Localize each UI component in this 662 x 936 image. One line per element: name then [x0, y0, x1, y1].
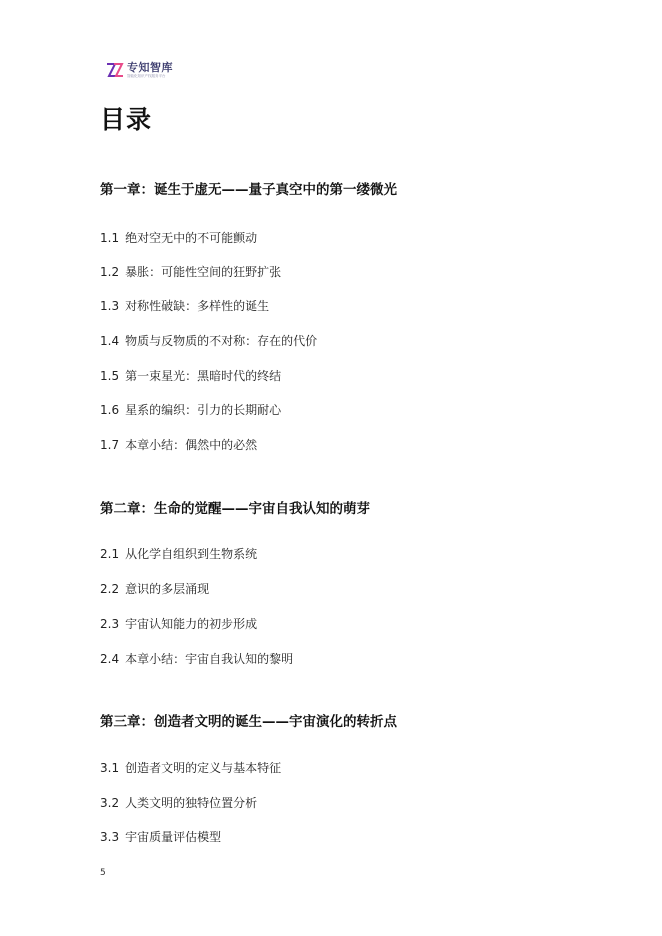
toc-entry-number: 1.6 — [100, 403, 120, 417]
toc-entry-number: 1.4 — [100, 334, 120, 348]
logo-subtitle: 智能化知识产权服务平台 — [127, 73, 166, 78]
toc-entry-text: 意识的多层涌现 — [125, 582, 210, 596]
toc-entry[interactable] — [100, 332, 317, 349]
toc-entry[interactable] — [100, 229, 257, 246]
toc-entry-text: 人类文明的独特位置分析 — [125, 796, 258, 810]
toc-entry-number: 2.2 — [100, 582, 120, 596]
toc-entry-text: 星系的编织：引力的长期耐心 — [125, 403, 282, 417]
toc-entry[interactable] — [100, 401, 281, 418]
toc-entry-number: 2.3 — [100, 617, 120, 631]
chapter-heading[interactable]: 第三章：创造者文明的诞生——宇宙演化的转折点 — [100, 714, 397, 730]
toc-entry-text: 本章小结：偶然中的必然 — [125, 438, 258, 452]
toc-entry-text: 宇宙认知能力的初步形成 — [125, 617, 258, 631]
toc-entry-number: 3.1 — [100, 761, 120, 775]
toc-entry[interactable] — [100, 650, 293, 667]
toc-entry-number: 2.1 — [100, 547, 120, 561]
page-number: 5 — [100, 868, 106, 878]
toc-entry[interactable] — [100, 545, 257, 562]
toc-entry[interactable] — [100, 580, 209, 597]
logo-mark-icon — [106, 62, 124, 78]
toc-entry[interactable] — [100, 297, 269, 314]
logo-name: 专知智库 — [127, 60, 173, 74]
toc-entry[interactable] — [100, 759, 281, 776]
toc-entry-text: 物质与反物质的不对称：存在的代价 — [125, 334, 318, 348]
toc-entry-number: 3.3 — [100, 830, 120, 844]
toc-entry-number: 1.1 — [100, 231, 120, 245]
toc-entry[interactable] — [100, 436, 257, 453]
toc-entry[interactable] — [100, 367, 281, 384]
toc-entry-text: 创造者文明的定义与基本特征 — [125, 761, 282, 775]
toc-entry[interactable] — [100, 794, 257, 811]
toc-entry[interactable] — [100, 615, 257, 632]
toc-entry-text: 从化学自组织到生物系统 — [125, 547, 258, 561]
toc-entry-number: 1.2 — [100, 265, 120, 279]
toc-entry-text: 对称性破缺：多样性的诞生 — [125, 299, 270, 313]
toc-entry-text: 本章小结：宇宙自我认知的黎明 — [125, 652, 294, 666]
toc-entry-text: 宇宙质量评估模型 — [125, 830, 222, 844]
logo — [106, 60, 173, 80]
page-title: 目录 — [100, 105, 153, 134]
toc-entry-number: 3.2 — [100, 796, 120, 810]
toc-entry-number: 1.5 — [100, 369, 120, 383]
toc-entry[interactable] — [100, 263, 281, 280]
chapter-heading[interactable]: 第二章：生命的觉醒——宇宙自我认知的萌芽 — [100, 501, 370, 517]
toc-entry-number: 2.4 — [100, 652, 120, 666]
chapter-heading[interactable]: 第一章：诞生于虚无——量子真空中的第一缕微光 — [100, 182, 397, 198]
toc-entry-text: 暴胀：可能性空间的狂野扩张 — [125, 265, 282, 279]
toc-entry-number: 1.7 — [100, 438, 120, 452]
toc-entry-number: 1.3 — [100, 299, 120, 313]
toc-entry[interactable] — [100, 828, 221, 845]
toc-entry-text: 第一束星光：黑暗时代的终结 — [125, 369, 282, 383]
toc-entry-text: 绝对空无中的不可能颤动 — [125, 231, 258, 245]
